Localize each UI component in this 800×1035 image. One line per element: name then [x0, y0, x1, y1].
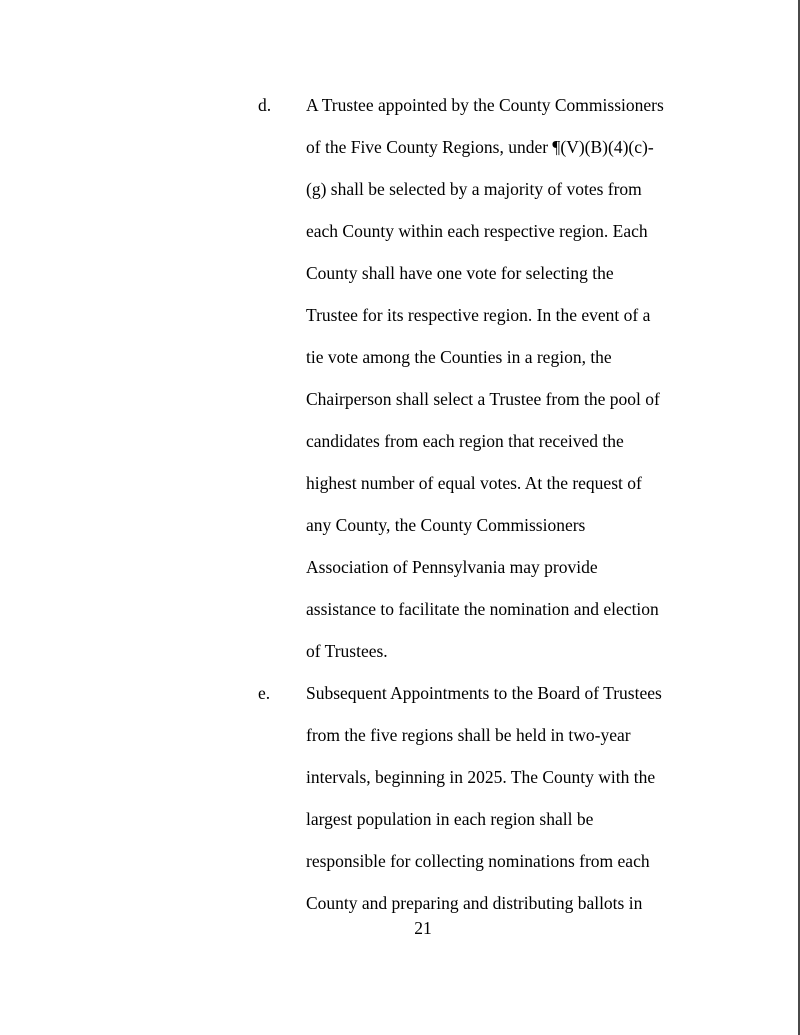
text-line: largest population in each region shall be [306, 809, 594, 829]
text-line: tie vote among the Counties in a region, the [306, 347, 612, 367]
text-line: County shall have one vote for selecting the [306, 263, 614, 283]
page-number: 21 [414, 918, 432, 938]
text-line: assistance to facilitate the nomination and election [306, 599, 659, 619]
text-line: intervals, beginning in 2025. The County with the [306, 767, 656, 787]
item-text [306, 683, 706, 935]
item-marker: e. [258, 683, 271, 703]
text-line: highest number of equal votes. At the request of [306, 473, 642, 493]
item-text [306, 95, 706, 683]
text-line: from the five regions shall be held in two-year [306, 725, 631, 745]
text-line: each County within each respective region. Each [306, 221, 648, 241]
text-line: Trustee for its respective region. In the event of a [306, 305, 651, 325]
text-line: candidates from each region that received the [306, 431, 624, 451]
text-line: A Trustee appointed by the County Commissioners [306, 95, 664, 115]
text-line: of the Five County Regions, under ¶(V)(B)(4)(c)- [306, 137, 654, 157]
text-line: of Trustees. [306, 641, 388, 661]
item-marker: d. [258, 95, 272, 115]
text-line: Subsequent Appointments to the Board of Trustees [306, 683, 662, 703]
text-line: Association of Pennsylvania may provide [306, 557, 598, 577]
text-line: County and preparing and distributing ballots in [306, 893, 643, 913]
text-line: (g) shall be selected by a majority of votes from [306, 179, 642, 199]
text-line: responsible for collecting nominations from each [306, 851, 650, 871]
text-line: any County, the County Commissioners [306, 515, 586, 535]
text-line: Chairperson shall select a Trustee from the pool of [306, 389, 660, 409]
